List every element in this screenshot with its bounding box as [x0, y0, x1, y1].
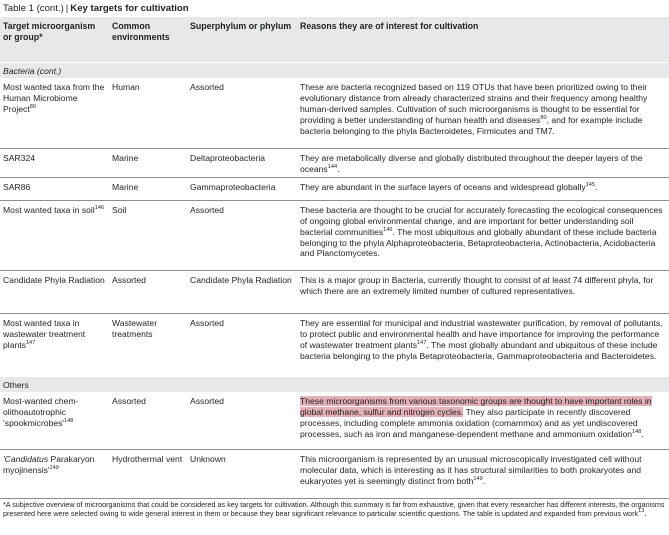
- target-text: Most wanted taxa in soil: [3, 204, 95, 215]
- cell-phylum: Assorted: [190, 317, 224, 328]
- reason-tail: .: [641, 428, 644, 439]
- reason-tail: , and for example include bacteria belonging to the phyla Bacteroidetes, Firmicutes and TM7.: [300, 114, 643, 136]
- table-row: [0, 392, 669, 450]
- cell-reason: [297, 200, 669, 270]
- footnote-text: *A subjective overview of microorganisms that could be considered as key targets for cultivation. Although this summary is far from exhaustive, given that every researcher has different interests, the organisms presented here were selected owing to wide general interest in them or because they bear significant relevance to particular scientific questions. The table is updated and expanded from previous work: [3, 500, 665, 518]
- reason-ref: 146: [383, 226, 393, 233]
- cell-environment: Human: [109, 78, 187, 149]
- cell-phylum: Deltaproteobacteria: [187, 149, 297, 178]
- reason-text: These bacteria are thought to be crucial for accurately forecasting the ecological consequences of ongoing global environmental change, and are important for better understanding soil bacterial communities: [300, 204, 663, 237]
- cell-phylum: Assorted: [187, 200, 297, 270]
- reason-ref: 147: [417, 339, 427, 346]
- table-label: Table 1 (cont.): [3, 3, 64, 14]
- cell-target: SAR324: [0, 149, 109, 178]
- reason-text: These are bacteria recognized based on 119 OTUs that have been prioritized owing to their evolutionary distance from already characterized strains and their frequency among healthy human-derived samples. Cultivation of such microorganisms is thought to be essential for providing a better understanding of human health and diseases: [300, 82, 648, 125]
- reason-tail: . The most ubiquitous and globally abundant of these include bacteria belonging to the phyla Alphaproteobacteria, Betaproteobacteria, Actinobacteria, Acidobacteria and Planctomycetes.: [300, 226, 657, 259]
- reason-tail: .: [337, 163, 340, 174]
- target-ref: 146: [94, 204, 105, 211]
- cell-target: [0, 313, 109, 377]
- section-label-bacteria: Bacteria (cont.): [0, 63, 669, 79]
- target-text: Most-wanted chem-olithoautotrophic 'spookmicrobes': [3, 395, 79, 428]
- reason-ref: 80: [540, 114, 547, 121]
- reason-text: They are metabolically diverse and globally distributed throughout the deeper layers of the oceans: [300, 153, 643, 174]
- cell-reason: [297, 313, 669, 377]
- cell-reason: [297, 449, 669, 488]
- reason-ref: 144: [327, 163, 338, 170]
- cell-phylum: Assorted: [187, 78, 297, 149]
- reason-ref: 149: [473, 475, 483, 482]
- table-row: [0, 149, 669, 178]
- target-text: Parakaryon myojinensis': [3, 453, 95, 475]
- cell-environment: Wastewater treatments: [112, 317, 158, 339]
- cell-target: [0, 449, 109, 488]
- reason-text: They also participate in recently discovered processes, including complete ammonia oxidation (comammox) and as yet undiscovered processes, such as iron and manganese-dependent methane and ammonium oxidation: [300, 406, 638, 439]
- target-ref: 148: [64, 417, 74, 424]
- reason-highlight: These microorganisms from various taxonomic groups are thought to have important roles in global methane, sulfur and nitrogen cycles.: [300, 395, 652, 417]
- section-row-others: [0, 377, 669, 392]
- cell-reason: [297, 177, 669, 200]
- header-row: [0, 17, 669, 63]
- cell-environment: Hydrothermal vent: [112, 453, 183, 464]
- table-row: [0, 449, 669, 488]
- footnote-ref: 13: [638, 508, 645, 514]
- reason-text: This microorganism is represented by an unusual microscopically investigated cell without molecular data, which is interesting as it has structural similarities to both prokaryotes and eukaryotes yet is seemingly distinct from both: [300, 453, 642, 486]
- header-target: Target microorganism or group*: [0, 17, 109, 63]
- reason-tail: . The most globally abundant and ubiquitous of these include bacteria belonging to the phyla Betaproteobacteria, Gammaproteobacteria and Bacteroidetes.: [300, 339, 658, 361]
- cell-target: [0, 200, 109, 270]
- table-row: [0, 270, 669, 313]
- section-row-bacteria: [0, 63, 669, 79]
- table-title: Key targets for cultivation: [70, 3, 189, 14]
- cell-target: SAR86: [0, 177, 109, 200]
- cell-reason: [297, 392, 669, 450]
- cell-phylum: Unknown: [190, 453, 226, 464]
- reason-tail: .: [595, 181, 598, 192]
- cell-phylum: Assorted: [187, 392, 297, 450]
- cell-reason: This is a major group in Bacteria, currently thought to consist of at least 74 different phyla, for which there are an extremely limited number of cultured representatives.: [297, 270, 669, 313]
- reason-ref: 145: [585, 181, 596, 188]
- target-ref: 149: [49, 464, 59, 471]
- reason-tail: .: [482, 475, 486, 486]
- target-text: Most wanted taxa from the Human Microbiome Project: [3, 82, 105, 114]
- cell-target: [0, 78, 109, 149]
- header-environments: Common environments: [109, 17, 187, 63]
- reason-text: They are essential for municipal and industrial wastewater purification, by removal of pollutants, to protect public and environmental health and have importance for improving the performance of wastewater treatment plants: [300, 317, 663, 350]
- header-reasons: Reasons they are of interest for cultivation: [297, 17, 669, 63]
- footnote-tail: .: [644, 509, 647, 518]
- target-text: Most wanted taxa in wastewater treatment plants: [3, 317, 86, 350]
- reason-ref: 148: [632, 428, 642, 435]
- table-footnote: [3, 500, 666, 518]
- cell-target: [0, 392, 109, 450]
- cell-environment: Assorted: [109, 392, 187, 450]
- table-caption: [0, 0, 669, 17]
- target-ref: 147: [25, 339, 36, 346]
- key-targets-table: [0, 17, 669, 489]
- target-ref: 80: [29, 103, 36, 110]
- cell-environment: Marine: [109, 177, 187, 200]
- cell-environment: Marine: [109, 149, 187, 178]
- table-row: [0, 200, 669, 270]
- cell-phylum: Candidate Phyla Radiation: [187, 270, 297, 313]
- header-phylum: Superphylum or phylum: [187, 17, 297, 63]
- target-italic: 'Candidatus: [3, 453, 49, 464]
- cell-reason: [297, 149, 669, 178]
- table-row: [0, 78, 669, 149]
- cell-environment: Assorted: [109, 270, 187, 313]
- section-label-others: Others: [0, 377, 669, 392]
- footnote-divider: [0, 498, 669, 499]
- table-row: [0, 313, 669, 377]
- cell-target: Candidate Phyla Radiation: [0, 270, 109, 313]
- cell-reason: [297, 78, 669, 149]
- caption-separator: |: [65, 3, 69, 14]
- table-row: [0, 177, 669, 200]
- cell-environment: Soil: [109, 200, 187, 270]
- reason-text: They are abundant in the surface layers of oceans and widespread globally: [300, 181, 586, 192]
- cell-phylum: Gammaproteobacteria: [187, 177, 297, 200]
